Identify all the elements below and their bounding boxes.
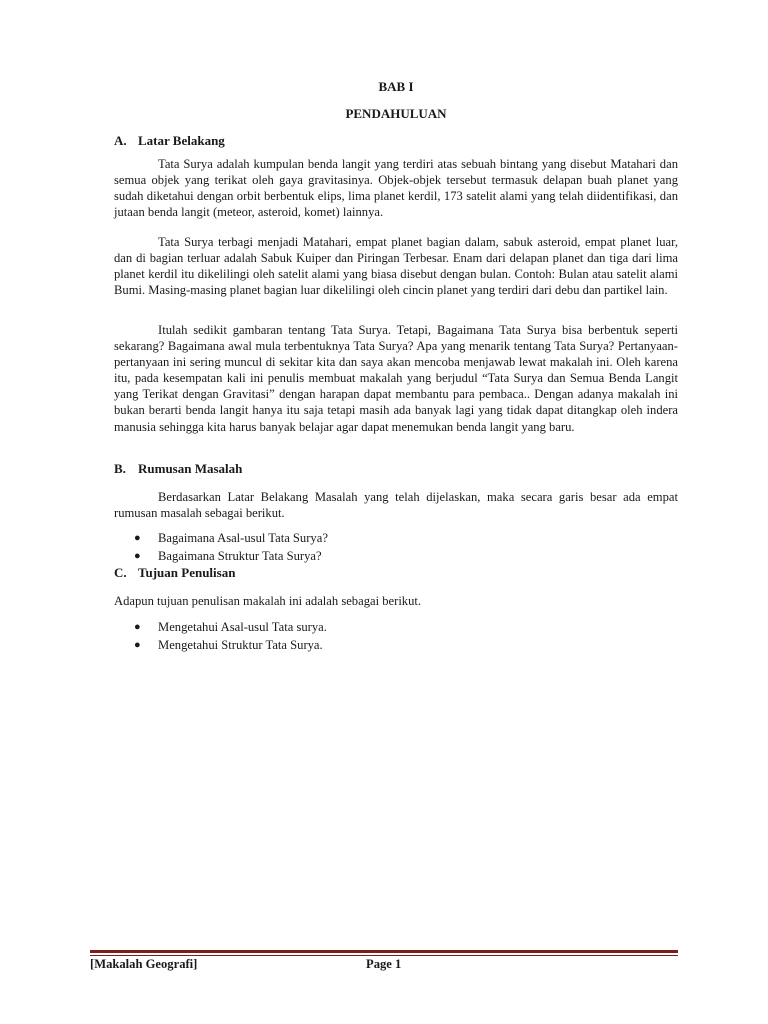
list-item: ● Mengetahui Asal-usul Tata surya.: [134, 620, 327, 634]
chapter-title: PENDAHULUAN: [345, 106, 447, 121]
section-c-title: Tujuan Penulisan: [138, 565, 236, 580]
section-a-title: Latar Belakang: [138, 133, 225, 148]
section-b-number: B.: [114, 461, 126, 476]
list-item: ● Bagaimana Asal-usul Tata Surya?: [134, 531, 328, 545]
footer-divider-thick: [90, 950, 678, 953]
section-a-heading: [114, 133, 225, 149]
section-c-list: [114, 618, 327, 654]
footer-divider-thin: [90, 955, 678, 956]
section-b-paragraph: Berdasarkan Latar Belakang Masalah yang telah dijelaskan, maka secara garis besar ada empat rumusan masalah sebagai berikut.: [114, 490, 678, 521]
section-c-paragraph: Adapun tujuan penulisan makalah ini adalah sebagai berikut.: [114, 594, 422, 608]
list-item: ● Bagaimana Struktur Tata Surya?: [134, 549, 322, 563]
bullet-icon: ●: [134, 621, 141, 633]
footer-page-number: Page 1: [366, 957, 402, 971]
section-a-paragraph-2: Tata Surya terbagi menjadi Matahari, empat planet bagian dalam, sabuk asteroid, empat planet luar, dan di bagian terluar adalah Sabuk Kuiper dan Piringan Terbesar. Enam dari delapan planet dan tiga dari lima planet kerdil itu dikelilingi oleh satelit alami yang biasa disebut dengan bulan. Contoh: Bulan atau satelit alami Bumi. Masing-masing planet bagian luar dikelilingi oleh cincin planet yang terdiri dari debu dan partikel lain.: [114, 235, 678, 298]
bullet-icon: ●: [134, 532, 141, 544]
section-a-paragraph-1: Tata Surya adalah kumpulan benda langit yang terdiri atas sebuah bintang yang disebut Matahari dan semua objek yang terikat oleh gaya gravitasinya. Objek-objek tersebut termasuk delapan buah planet yang sudah diketahui dengan orbit berbentuk elips, lima planet kerdil, 173 satelit alami yang telah diidentifikasi, dan jutaan benda langit (meteor, asteroid, komet) lainnya.: [114, 157, 678, 220]
list-item: ● Mengetahui Struktur Tata Surya.: [134, 638, 323, 652]
chapter-number: BAB I: [378, 79, 414, 94]
section-c-number: C.: [114, 565, 127, 580]
footer-document-label: [Makalah Geografi]: [90, 957, 198, 971]
bullet-icon: ●: [134, 639, 141, 651]
section-b-title: Rumusan Masalah: [138, 461, 243, 476]
section-a-number: A.: [114, 133, 127, 148]
bullet-icon: ●: [134, 550, 141, 562]
section-c-heading: [114, 565, 235, 581]
section-b-list: [114, 529, 328, 565]
section-a-paragraph-3: Itulah sedikit gambaran tentang Tata Surya. Tetapi, Bagaimana Tata Surya bisa berbentuk seperti sekarang? Bagaimana awal mula terbentuknya Tata Surya? Apa yang menarik tentang Tata Surya? Pertanyaan-pertanyaan ini sering muncul di sekitar kita dan saya akan mencoba menjawab lewat makalah ini. Oleh karena itu, pada kesempatan kali ini penulis membuat makalah yang berjudul “Tata Surya dan Semua Benda Langit yang Terikat dengan Gravitasi” dengan harapan dapat membantu para pembaca.. Dengan adanya makalah ini bukan berarti benda langit hanya itu saja tetapi masih ada banyak lagi yang tidak dapat ditangkap oleh indera manusia sehingga kita harus banyak belajar agar dapat menemukan benda langit yang baru.: [114, 323, 678, 434]
section-b-heading: [114, 461, 242, 477]
